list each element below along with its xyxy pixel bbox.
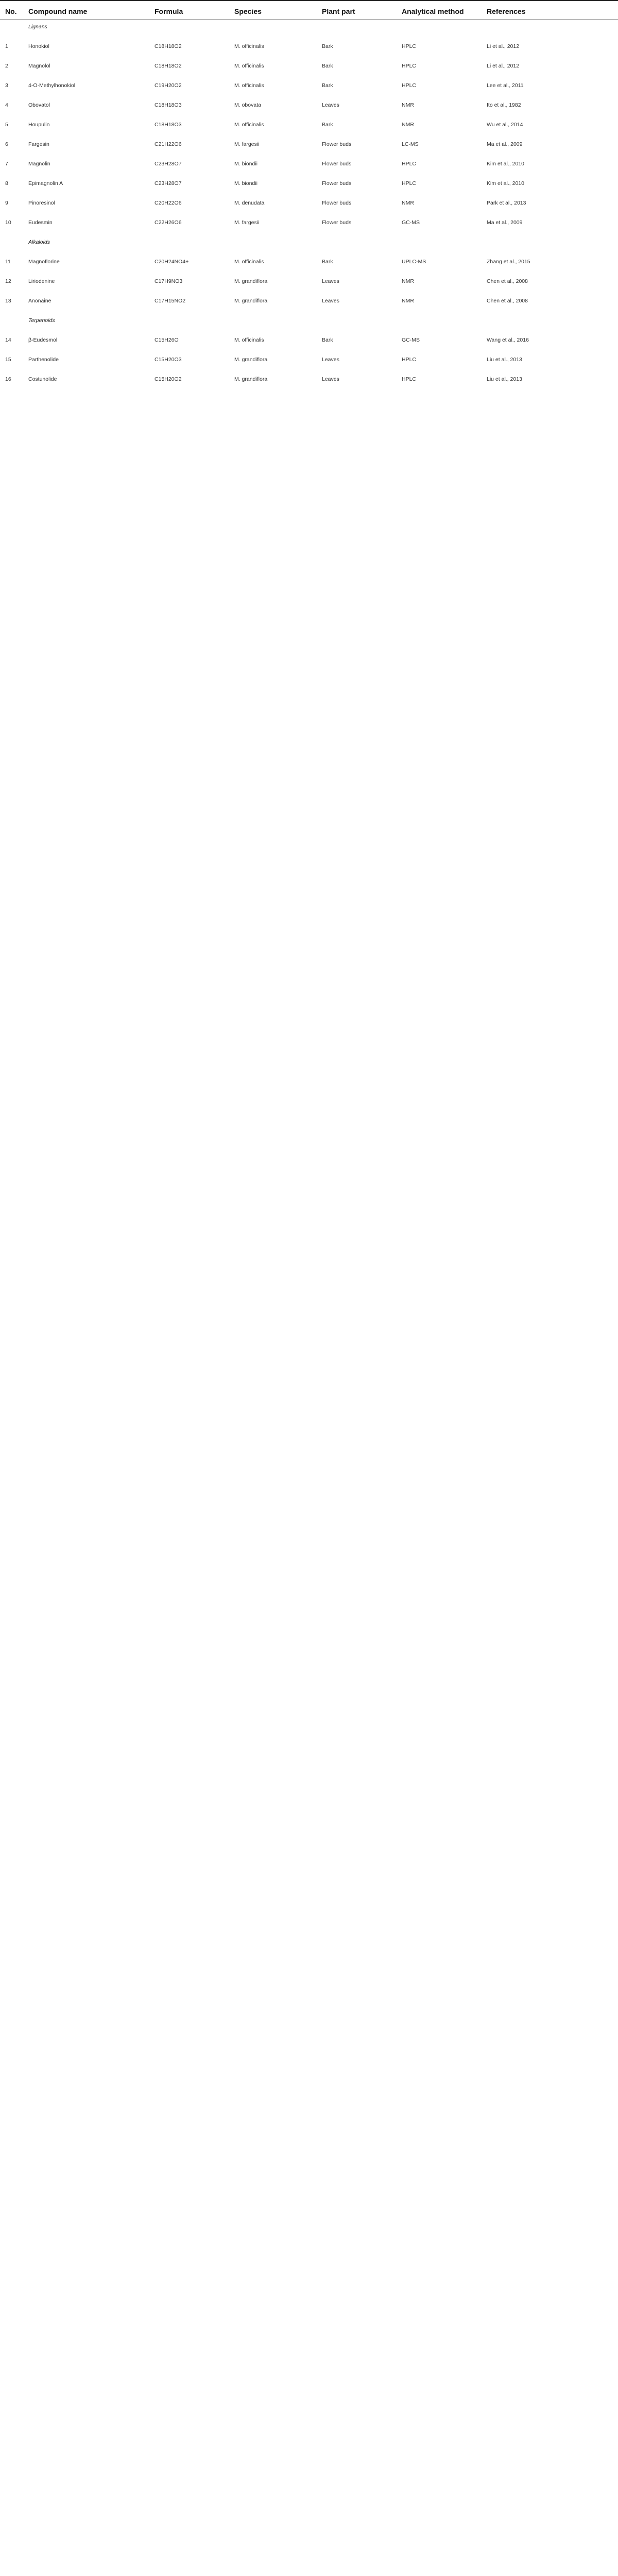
row-compound-name: Magnolol — [28, 63, 50, 69]
row-formula: C15H26O — [154, 337, 179, 343]
row-plant-part: Leaves — [322, 102, 339, 108]
row-species: M. grandiflora — [234, 278, 268, 284]
row-compound-name: Epimagnolin A — [28, 180, 63, 187]
row-formula: C22H26O6 — [154, 219, 182, 226]
row-species: M. grandiflora — [234, 376, 268, 382]
row-species: M. obovata — [234, 102, 261, 108]
row-formula: C23H28O7 — [154, 161, 182, 167]
row-species: M. grandiflora — [234, 298, 268, 304]
header-analytical-method: Analytical method — [402, 7, 464, 15]
row-reference: Park et al., 2013 — [487, 200, 526, 206]
row-no: 5 — [5, 122, 8, 128]
row-reference: Ma et al., 2009 — [487, 219, 523, 226]
row-no: 9 — [5, 200, 8, 206]
row-compound-name: Magnolin — [28, 161, 50, 167]
row-analytical-method: NMR — [402, 122, 414, 128]
row-analytical-method: GC-MS — [402, 219, 420, 226]
row-plant-part: Leaves — [322, 298, 339, 304]
row-plant-part: Flower buds — [322, 219, 352, 226]
row-formula: C21H22O6 — [154, 141, 182, 147]
row-species: M. officinalis — [234, 259, 264, 265]
row-reference: Zhang et al., 2015 — [487, 259, 530, 265]
row-species: M. fargesii — [234, 141, 260, 147]
row-species: M. biondii — [234, 180, 258, 187]
row-no: 12 — [5, 278, 11, 284]
row-no: 11 — [5, 259, 11, 265]
row-formula: C17H15NO2 — [154, 298, 186, 304]
row-species: M. officinalis — [234, 63, 264, 69]
row-species: M. officinalis — [234, 82, 264, 89]
row-plant-part: Flower buds — [322, 180, 352, 187]
row-compound-name: Pinoresinol — [28, 200, 55, 206]
row-plant-part: Bark — [322, 43, 333, 49]
row-reference: Chen et al., 2008 — [487, 298, 528, 304]
row-analytical-method: NMR — [402, 102, 414, 108]
row-formula: C18H18O3 — [154, 102, 182, 108]
row-formula: C15H20O3 — [154, 357, 182, 363]
row-compound-name: Honokiol — [28, 43, 49, 49]
row-species: M. officinalis — [234, 43, 264, 49]
row-compound-name: Terpenoids — [28, 317, 55, 324]
row-compound-name: Parthenolide — [28, 357, 59, 363]
row-compound-name: Magnoflorine — [28, 259, 60, 265]
row-compound-name: Houpulin — [28, 122, 50, 128]
top-rule — [0, 0, 618, 1]
row-analytical-method: HPLC — [402, 376, 417, 382]
row-no: 8 — [5, 180, 8, 187]
row-formula: C20H22O6 — [154, 200, 182, 206]
row-compound-name: β-Eudesmol — [28, 337, 58, 343]
row-reference: Wang et al., 2016 — [487, 337, 529, 343]
row-plant-part: Leaves — [322, 357, 339, 363]
row-reference: Liu et al., 2013 — [487, 357, 522, 363]
row-no: 6 — [5, 141, 8, 147]
row-reference: Liu et al., 2013 — [487, 376, 522, 382]
row-plant-part: Bark — [322, 82, 333, 89]
row-no: 2 — [5, 63, 8, 69]
row-no: 4 — [5, 102, 8, 108]
row-species: M. grandiflora — [234, 357, 268, 363]
row-plant-part: Leaves — [322, 376, 339, 382]
row-formula: C15H20O2 — [154, 376, 182, 382]
row-compound-name: Costunolide — [28, 376, 57, 382]
row-species: M. fargesii — [234, 219, 260, 226]
row-species: M. denudata — [234, 200, 265, 206]
row-plant-part: Flower buds — [322, 141, 352, 147]
row-formula: C19H20O2 — [154, 82, 182, 89]
row-analytical-method: LC-MS — [402, 141, 419, 147]
row-no: 15 — [5, 357, 11, 363]
row-analytical-method: HPLC — [402, 357, 417, 363]
row-analytical-method: NMR — [402, 278, 414, 284]
row-formula: C18H18O2 — [154, 63, 182, 69]
row-formula: C20H24NO4+ — [154, 259, 189, 265]
header-compound: Compound name — [28, 7, 88, 15]
row-analytical-method: GC-MS — [402, 337, 420, 343]
row-compound-name: Liriodenine — [28, 278, 55, 284]
row-plant-part: Bark — [322, 63, 333, 69]
header-references: References — [487, 7, 526, 15]
row-compound-name: Lignans — [28, 24, 47, 30]
row-compound-name: Eudesmin — [28, 219, 53, 226]
row-formula: C17H9NO3 — [154, 278, 183, 284]
header-formula: Formula — [154, 7, 183, 15]
row-no: 1 — [5, 43, 8, 49]
row-reference: Chen et al., 2008 — [487, 278, 528, 284]
row-formula: C18H18O2 — [154, 43, 182, 49]
row-reference: Kim et al., 2010 — [487, 161, 524, 167]
row-analytical-method: HPLC — [402, 43, 417, 49]
row-compound-name: Anonaine — [28, 298, 52, 304]
row-reference: Ma et al., 2009 — [487, 141, 523, 147]
row-reference: Li et al., 2012 — [487, 43, 520, 49]
row-species: M. biondii — [234, 161, 258, 167]
row-plant-part: Leaves — [322, 278, 339, 284]
row-plant-part: Bark — [322, 259, 333, 265]
row-formula: C18H18O3 — [154, 122, 182, 128]
row-analytical-method: NMR — [402, 298, 414, 304]
row-species: M. officinalis — [234, 122, 264, 128]
row-compound-name: Alkaloids — [28, 239, 50, 245]
row-plant-part: Bark — [322, 337, 333, 343]
row-no: 14 — [5, 337, 11, 343]
row-species: M. officinalis — [234, 337, 264, 343]
row-compound-name: 4-O-Methylhonokiol — [28, 82, 76, 89]
row-plant-part: Bark — [322, 122, 333, 128]
row-compound-name: Fargesin — [28, 141, 49, 147]
row-reference: Wu et al., 2014 — [487, 122, 523, 128]
row-reference: Ito et al., 1982 — [487, 102, 521, 108]
row-plant-part: Flower buds — [322, 200, 352, 206]
row-analytical-method: UPLC-MS — [402, 259, 426, 265]
row-no: 16 — [5, 376, 11, 382]
row-plant-part: Flower buds — [322, 161, 352, 167]
row-analytical-method: NMR — [402, 200, 414, 206]
header-species: Species — [234, 7, 262, 15]
header-no: No. — [5, 7, 17, 15]
row-formula: C23H28O7 — [154, 180, 182, 187]
row-no: 3 — [5, 82, 8, 89]
row-analytical-method: HPLC — [402, 82, 417, 89]
row-compound-name: Obovatol — [28, 102, 50, 108]
row-no: 13 — [5, 298, 11, 304]
row-analytical-method: HPLC — [402, 63, 417, 69]
row-reference: Li et al., 2012 — [487, 63, 520, 69]
row-no: 7 — [5, 161, 8, 167]
row-reference: Lee et al., 2011 — [487, 82, 524, 89]
header-plant-part: Plant part — [322, 7, 355, 15]
row-analytical-method: HPLC — [402, 180, 417, 187]
row-no: 10 — [5, 219, 11, 226]
row-reference: Kim et al., 2010 — [487, 180, 524, 187]
row-analytical-method: HPLC — [402, 161, 417, 167]
